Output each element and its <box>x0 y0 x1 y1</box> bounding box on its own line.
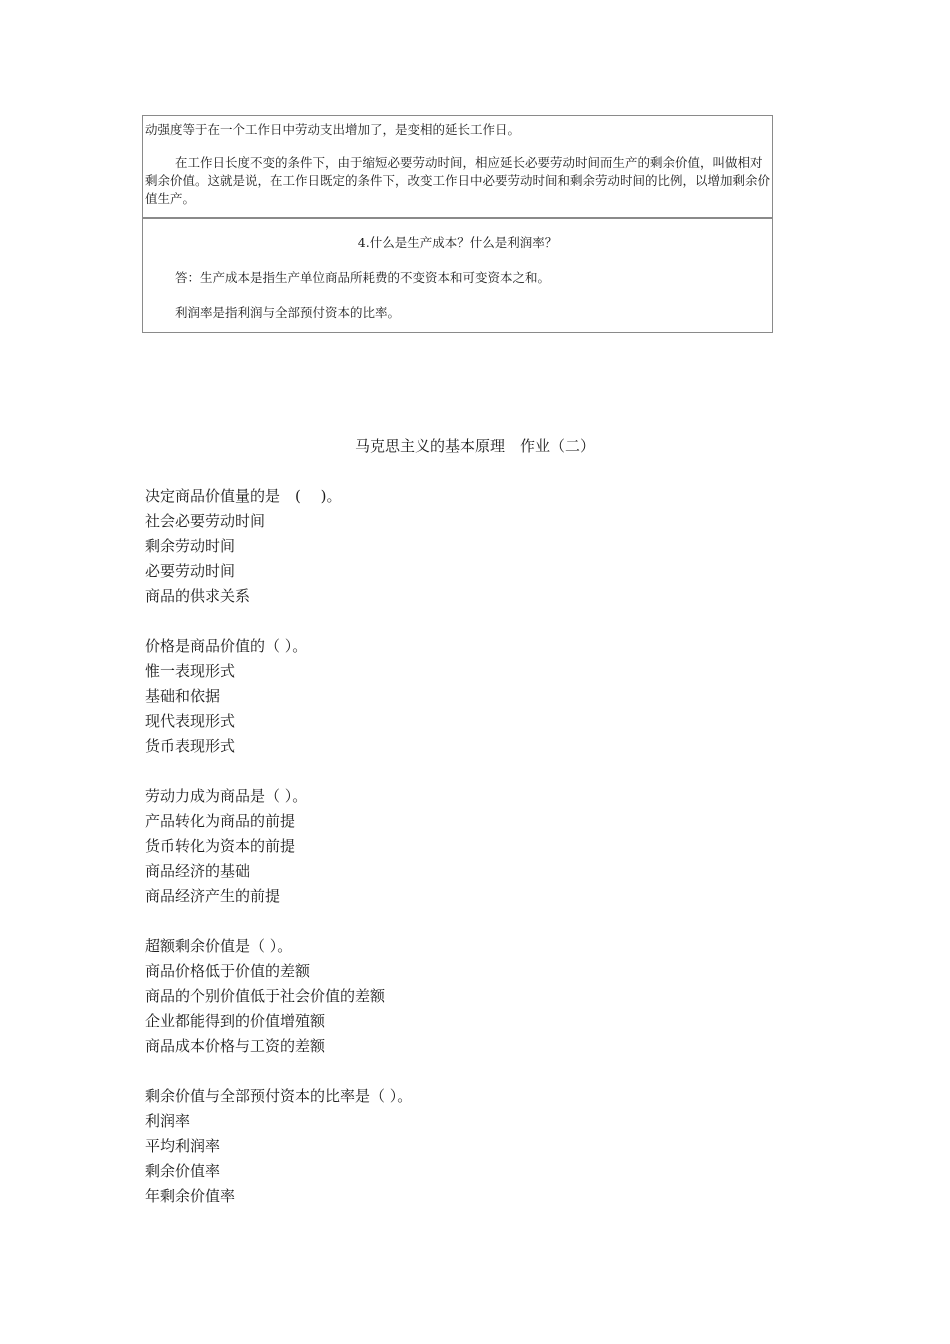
question-option: 剩余价值率 <box>145 1162 221 1180</box>
page-title: 马克思主义的基本原理 作业（二） <box>354 437 595 455</box>
question-stem: 劳动力成为商品是（ ）。 <box>145 787 308 805</box>
question-item <box>145 634 795 759</box>
question-stem: 剩余价值与全部预付资本的比率是（ ）。 <box>145 1087 413 1105</box>
question-option: 必要劳动时间 <box>145 562 236 580</box>
question-option: 商品经济产生的前提 <box>145 887 281 905</box>
question-option: 商品成本价格与工资的差额 <box>145 1037 326 1055</box>
question-option: 商品价格低于价值的差额 <box>145 962 311 980</box>
answer-box-question-4 <box>142 218 773 333</box>
question-option: 平均利润率 <box>145 1137 221 1155</box>
question-option: 剩余劳动时间 <box>145 537 236 555</box>
question-item <box>145 1084 795 1209</box>
question-option: 货币转化为资本的前提 <box>145 837 296 855</box>
box1-line: 动强度等于在一个工作日中劳动支出增加了，是变相的延长工作日。 <box>145 122 521 137</box>
question-option: 现代表现形式 <box>145 712 236 730</box>
question-stem: 价格是商品价值的（ ）。 <box>145 637 308 655</box>
question-option: 惟一表现形式 <box>145 662 236 680</box>
question-option: 产品转化为商品的前提 <box>145 812 296 830</box>
question-option: 利润率 <box>145 1112 191 1130</box>
box1-paragraph: 在工作日长度不变的条件下，由于缩短必要劳动时间，相应延长必要劳动时间而生产的剩余价值，叫做相对剩余价值。这就是说，在工作日既定的条件下，改变工作日中必要劳动时间和剩余劳动时间的比例，以增加剩余价值生产。 <box>145 155 771 206</box>
question-option: 年剩余价值率 <box>145 1187 236 1205</box>
box2-question: 4.什么是生产成本？什么是利润率？ <box>357 235 558 250</box>
question-option: 基础和依据 <box>145 687 221 705</box>
answer-box-continued <box>142 115 773 218</box>
box2-answer-2: 利润率是指利润与全部预付资本的比率。 <box>175 305 401 320</box>
question-option: 商品经济的基础 <box>145 862 251 880</box>
box2-answer-1: 答：生产成本是指生产单位商品所耗费的不变资本和可变资本之和。 <box>175 270 551 285</box>
question-item <box>145 934 795 1059</box>
question-option: 商品的供求关系 <box>145 587 251 605</box>
question-stem: 超额剩余价值是（ ）。 <box>145 937 293 955</box>
question-item <box>145 484 795 609</box>
question-option: 商品的个别价值低于社会价值的差额 <box>145 987 386 1005</box>
question-list <box>145 484 795 1234</box>
question-option: 企业都能得到的价值增殖额 <box>145 1012 326 1030</box>
question-option: 货币表现形式 <box>145 737 236 755</box>
question-item <box>145 784 795 909</box>
question-stem: 决定商品价值量的是 ( )。 <box>145 487 342 505</box>
question-option: 社会必要劳动时间 <box>145 512 266 530</box>
